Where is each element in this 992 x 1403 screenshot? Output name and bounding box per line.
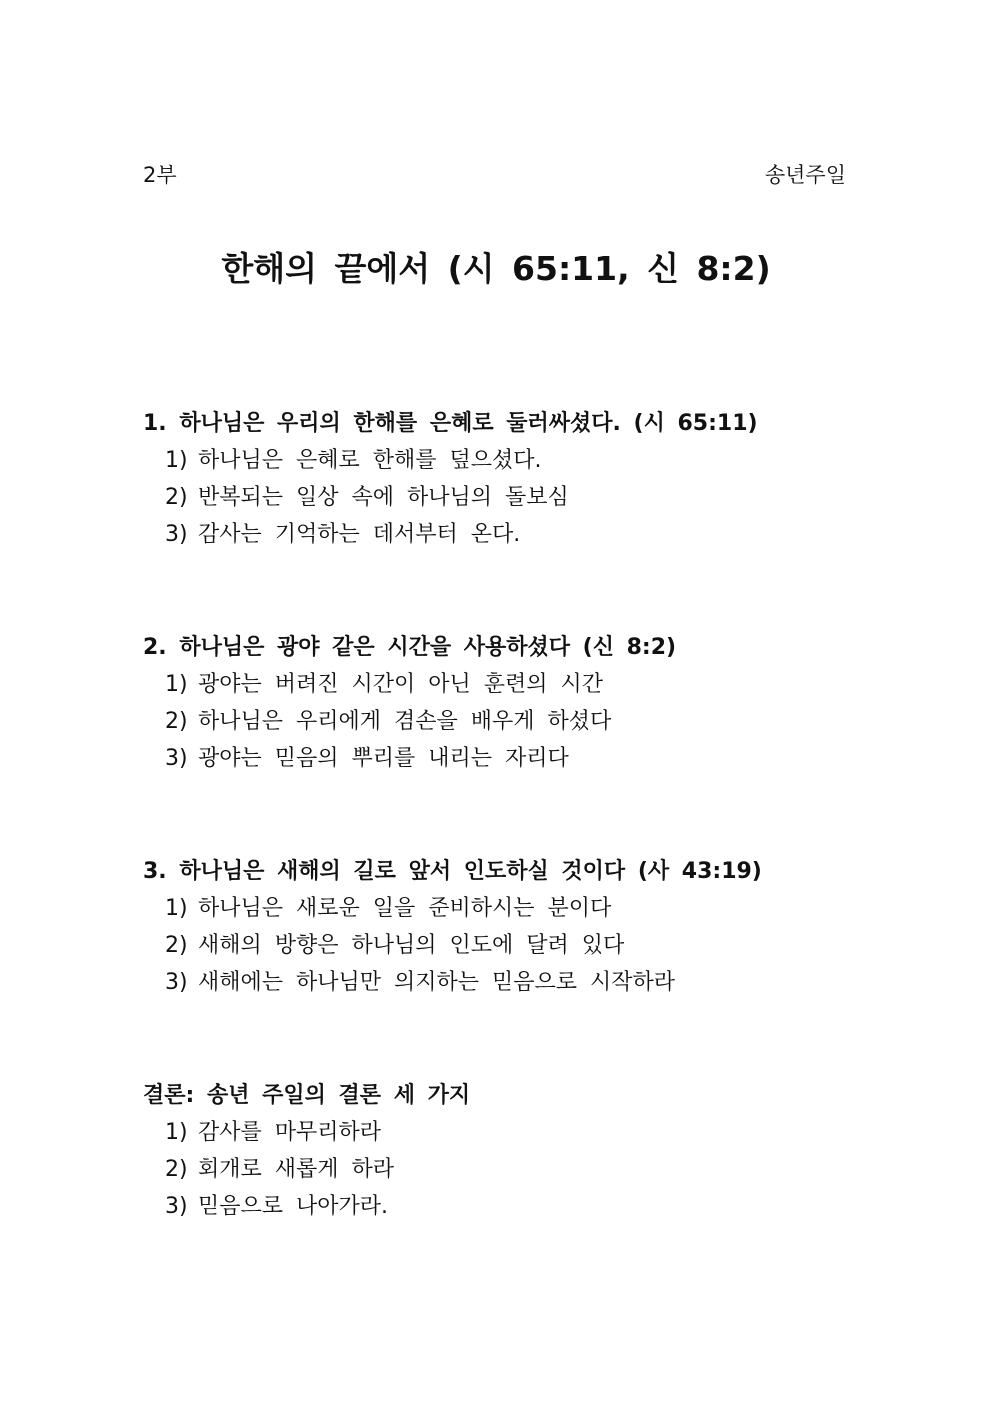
point-item: 1) 하나님은 새로운 일을 준비하시는 분이다 <box>165 896 612 921</box>
point-item: 3) 감사는 기억하는 데서부터 온다. <box>165 522 521 547</box>
section-heading: 1. 하나님은 우리의 한해를 은혜로 둘러싸셨다. (시 65:11) <box>143 411 758 436</box>
conclusion-section <box>143 1082 863 1221</box>
point-item: 3) 믿음으로 나아가라. <box>165 1194 389 1219</box>
point-item: 1) 광야는 버려진 시간이 아닌 훈련의 시간 <box>165 672 603 697</box>
sermon-title: 한해의 끝에서 (시 65:11, 신 8:2) <box>221 249 771 288</box>
point-item: 1) 감사를 마무리하라 <box>165 1120 382 1145</box>
section-2 <box>143 634 863 773</box>
point-item: 2) 새해의 방향은 하나님의 인도에 달려 있다 <box>165 933 625 958</box>
part-label: 2부 <box>143 163 177 187</box>
point-item: 1) 하나님은 은혜로 한해를 덮으셨다. <box>165 448 542 473</box>
point-item: 3) 광야는 믿음의 뿌리를 내리는 자리다 <box>165 746 569 771</box>
point-item: 2) 하나님은 우리에게 겸손을 배우게 하셨다 <box>165 709 612 734</box>
point-item: 2) 반복되는 일상 속에 하나님의 돌보심 <box>165 485 569 510</box>
point-item: 3) 새해에는 하나님만 의지하는 믿음으로 시작하라 <box>165 970 676 995</box>
section-3 <box>143 858 863 997</box>
section-1 <box>143 410 863 549</box>
service-label: 송년주일 <box>764 163 846 187</box>
section-heading: 3. 하나님은 새해의 길로 앞서 인도하실 것이다 (사 43:19) <box>143 859 762 884</box>
point-item: 2) 회개로 새롭게 하라 <box>165 1157 395 1182</box>
section-heading: 결론: 송년 주일의 결론 세 가지 <box>143 1083 471 1108</box>
section-heading: 2. 하나님은 광야 같은 시간을 사용하셨다 (신 8:2) <box>143 635 677 660</box>
